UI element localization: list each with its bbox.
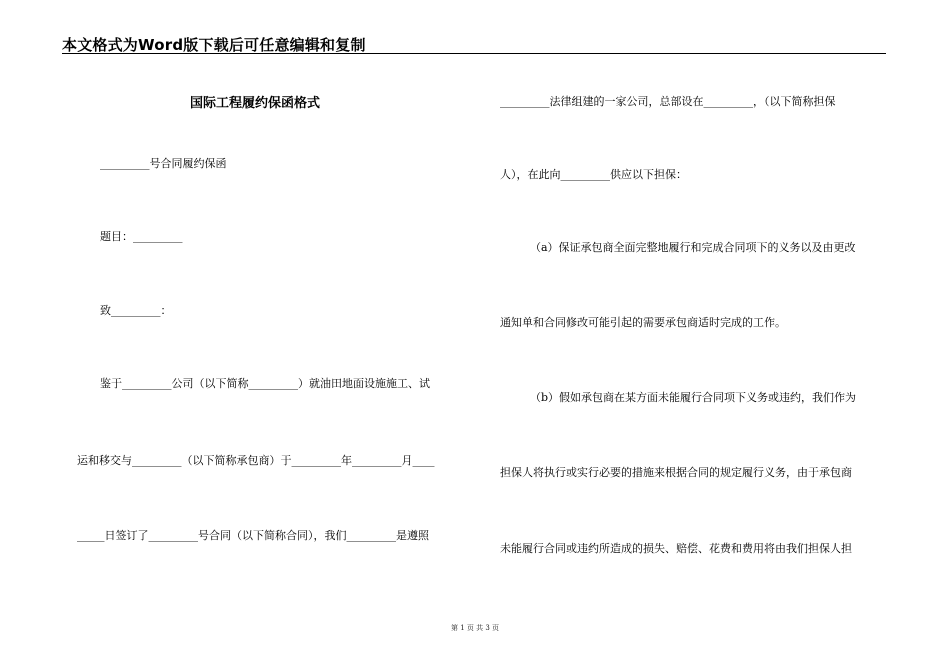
left-paragraph-line: 鉴于_________公司（以下简称_________）就油田地面设施施工、试 bbox=[100, 377, 430, 390]
document-title: 国际工程履约保函格式 bbox=[190, 96, 321, 111]
right-paragraph-line: 担保人将执行或实行必要的措施来根据合同的规定履行义务，由于承包商 bbox=[500, 466, 852, 479]
left-paragraph-line: _____日签订了_________号合同（以下简称合同），我们_________是遵照 bbox=[77, 529, 429, 542]
right-paragraph-line: 人），在此向_________供应以下担保： bbox=[500, 168, 687, 181]
left-paragraph-line: 致_________： bbox=[100, 304, 172, 317]
left-paragraph-line: _________号合同履约保函 bbox=[100, 157, 227, 170]
right-paragraph-line: （a）保证承包商全面完整地履行和完成合同项下的义务以及由更改 bbox=[530, 241, 856, 254]
right-paragraph-line: （b）假如承包商在某方面未能履行合同项下义务或违约，我们作为 bbox=[530, 391, 857, 404]
page-number-footer: 第 1 页 共 3 页 bbox=[450, 624, 500, 632]
document-header: 本文格式为Word版下载后可任意编辑和复制 bbox=[62, 36, 366, 54]
right-paragraph-line: 未能履行合同或违约所造成的损失、赔偿、花费和费用将由我们担保人担 bbox=[500, 542, 852, 555]
right-paragraph-line: _________法律组建的一家公司，总部设在_________，（以下简称担保 bbox=[500, 95, 836, 108]
left-paragraph-line: 题目：_________ bbox=[100, 230, 183, 243]
header-divider bbox=[62, 53, 886, 54]
right-paragraph-line: 通知单和合同修改可能引起的需要承包商适时完成的工作。 bbox=[500, 316, 786, 329]
left-paragraph-line: 运和移交与_________（以下简称承包商）于_________年_________月____ bbox=[77, 454, 435, 467]
